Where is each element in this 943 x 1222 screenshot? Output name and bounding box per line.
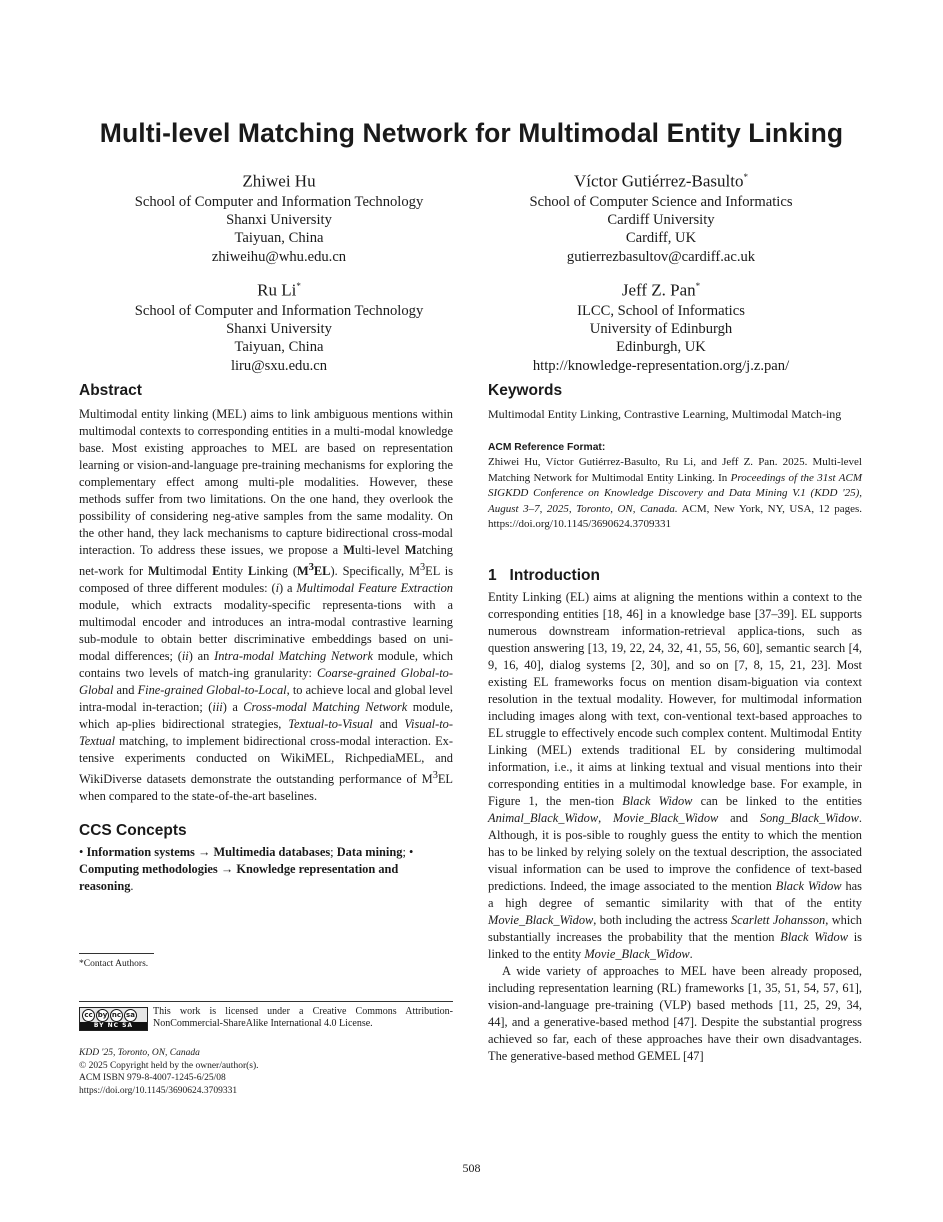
acm-reference-heading: ACM Reference Format: — [488, 442, 606, 453]
sa-icon: sa — [124, 1009, 137, 1022]
ccs-concepts: • Information systems → Multimedia databases; Data mining; • Computing methodologies → Knowledge representation and reasoning. — [79, 845, 414, 894]
author-affiliation: University of Edinburgh — [589, 320, 733, 337]
right-column — [488, 382, 862, 1065]
by-icon: by — [96, 1009, 109, 1022]
license-rule — [79, 1001, 453, 1002]
acm-reference-text: Zhiwei Hu, Víctor Gutiérrez-Basulto, Ru Li, and Jeff Z. Pan. 2025. Multi-level Matching Network for Multimodal Entity Linking. In Proceedings of the 31st ACM SIGKDD Conference on Knowledge Discovery and Data Mining V.1 (KDD '25), August 3–7, 2025, Toronto, ON, Canada. ACM, New York, NY, USA, 12 pages. https://doi.org/10.1145/3690624.3709331 — [488, 456, 863, 530]
author-affiliation: School of Computer and Information Technology — [134, 302, 424, 319]
creative-commons-badge[interactable] — [79, 1007, 148, 1031]
author-affiliation: School of Computer and Information Technology — [134, 193, 424, 210]
abstract-text: Multimodal entity linking (MEL) aims to link ambiguous mentions within multimodal contexts to corresponding entities in a multi-modal knowledge base. Most existing approaches to MEL are based on representation learning or vision-and-language pre-training mechanisms for exploring the complementary effect among multi-ple modalities. However, these methods suffer from two limitations. On the one hand, they overlook the possibility of considering neg-ative samples from the same modality. On the other hand, they lack mechanisms to capture bidirectional cross-modal interaction. To address these issues, we propose a Multi-level Matching net-work for Multimodal Entity Linking $(M^3EL)$. Specifically, $M^3EL$ is composed of three different modules: (i) a Multimodal Feature Extraction module, which extracts modality-specific representa-tions with a multimodal encoder and introduces an intra-modal contrastive learning sub-module to obtain better discriminative embeddings based on uni-modal differences; (ii) an Intra-modal Matching Network module, which contains two levels of match-ing granularity: Coarse-grained Global-to-Global and Fine-grained Global-to-Local, to achieve local and global level intra-modal in-teraction; (iii) a Cross-modal Matching Network module, which ap-plies bidirectional strategies, Textual-to-Visual and Visual-to-Textual matching, to implement bidirectional cross-modal interaction. Ex-tensive experiments conducted on WikiMEL, RichpediaMEL, and WikiDiverse datasets demonstrate the outstanding performance of $M^3EL$ when compared to the state-of-the-art baselines. — [79, 407, 454, 804]
author-name: Zhiwei Hu — [242, 171, 316, 191]
keywords-heading: Keywords — [488, 382, 563, 399]
venue: KDD '25, Toronto, ON, Canada — [79, 1048, 200, 1058]
ccs-heading: CCS Concepts — [79, 822, 187, 840]
cc-icon: cc — [82, 1009, 95, 1022]
author-affiliation: Shanxi University — [226, 320, 332, 337]
author-email: zhiweihu@whu.edu.cn — [211, 248, 347, 265]
author-email: gutierrezbasultov@cardiff.ac.uk — [566, 248, 756, 265]
cc-badge-caption: BY NC SA — [80, 1022, 147, 1030]
author-affiliation: Taiyuan, China — [234, 339, 324, 356]
author-affiliation: Edinburgh, UK — [616, 339, 706, 356]
keywords-text: Multimodal Entity Linking, Contrastive Learning, Multimodal Match-ing — [488, 407, 842, 421]
author-affiliation: Cardiff University — [607, 211, 715, 228]
author-homepage-link[interactable]: http://knowledge-representation.org/j.z.pan/ — [532, 357, 790, 374]
author-affiliation: School of Computer Science and Informatics — [529, 193, 793, 210]
introduction-paragraph-1: Entity Linking (EL) aims at aligning the mentions within a context to the corresponding entities [18, 46] in a knowledge base [37–39]. EL supports numerous downstream information-retrieval applica-tions, such as question answering [13, 19, 22, 24, 32, 41, 55, 56, 60], semantic search [4, 9, 16, 40], dialog systems [2, 30], and so on [7, 8, 15, 21, 23]. Most existing EL frameworks focus on mention disam-biguation via context resolution in the textual modality. However, for multimodal information including images along with text, con-ventional text-based approaches to EL struggle to effectively encode such complex content. Multimodal Entity Linking (MEL) extends traditional EL by considering multimodal information, i.e., it aims at linking textual and visual mentions into their corresponding entities in a multimodal knowledge base. For example, in Figure 1, the men-tion Black Widow can be linked to the entities Animal_Black_Widow, Movie_Black_Widow and Song_Black_Widow. Although, it is pos-sible to roughly guess the entity to which the mention has to be linked by relying solely on the textual description, the associated visual information can be used to improve the confidence of text-based predictions. Indeed, the image associated to the mention Black Widow has a high degree of semantic similarity with that of the entity Movie_Black_Widow, both including the actress Scarlett Johansson, which substantially increases the probability that the mention Black Widow is linked to the entity Movie_Black_Widow. — [488, 589, 862, 961]
author-block-1 — [89, 166, 469, 266]
introduction-paragraph-2: A wide variety of approaches to MEL have been already proposed, including representation learning (RL) frameworks [1, 35, 51, 54, 57, 61], vision-and-language pre-training (VLP) based methods [11, 25, 29, 34, 44], and a generative-based method [47]. Despite the substantial progress achieved so far, each of these approaches have their own disadvantages. The generative-based method GEMEL [47] — [488, 963, 862, 1063]
author-affiliation: ILCC, School of Informatics — [577, 302, 745, 319]
paper-title: Multi-level Matching Network for Multimodal Entity Linking — [99, 118, 844, 148]
author-affiliation: Shanxi University — [226, 211, 332, 228]
isbn: ACM ISBN 979-8-4007-1245-6/25/08 — [79, 1073, 226, 1083]
left-column — [79, 382, 453, 895]
footnote-contact: *Contact Authors. — [79, 959, 149, 969]
nc-icon: nc — [110, 1009, 123, 1022]
license-text: This work is licensed under a Creative Commons Attribution-NonCommercial-ShareAlike International 4.0 License. — [153, 1006, 453, 1029]
author-email: liru@sxu.edu.cn — [230, 357, 328, 374]
copyright: © 2025 Copyright held by the owner/author(s). — [79, 1060, 259, 1071]
publication-info — [79, 1047, 259, 1097]
abstract-heading: Abstract — [79, 382, 142, 399]
author-name: Ru Li* — [257, 280, 301, 300]
author-block-3 — [89, 275, 469, 375]
author-affiliation: Cardiff, UK — [625, 230, 697, 247]
author-block-4 — [471, 275, 851, 375]
section-heading-introduction: 1 Introduction — [488, 566, 600, 584]
author-name: Jeff Z. Pan* — [621, 280, 701, 300]
doi-link[interactable]: https://doi.org/10.1145/3690624.3709331 — [79, 1085, 238, 1096]
footnote-rule — [79, 953, 154, 954]
author-name: Víctor Gutiérrez-Basulto* — [574, 171, 748, 191]
author-block-2 — [471, 166, 851, 266]
page-number: 508 — [462, 1161, 481, 1175]
author-affiliation: Taiyuan, China — [234, 230, 324, 247]
